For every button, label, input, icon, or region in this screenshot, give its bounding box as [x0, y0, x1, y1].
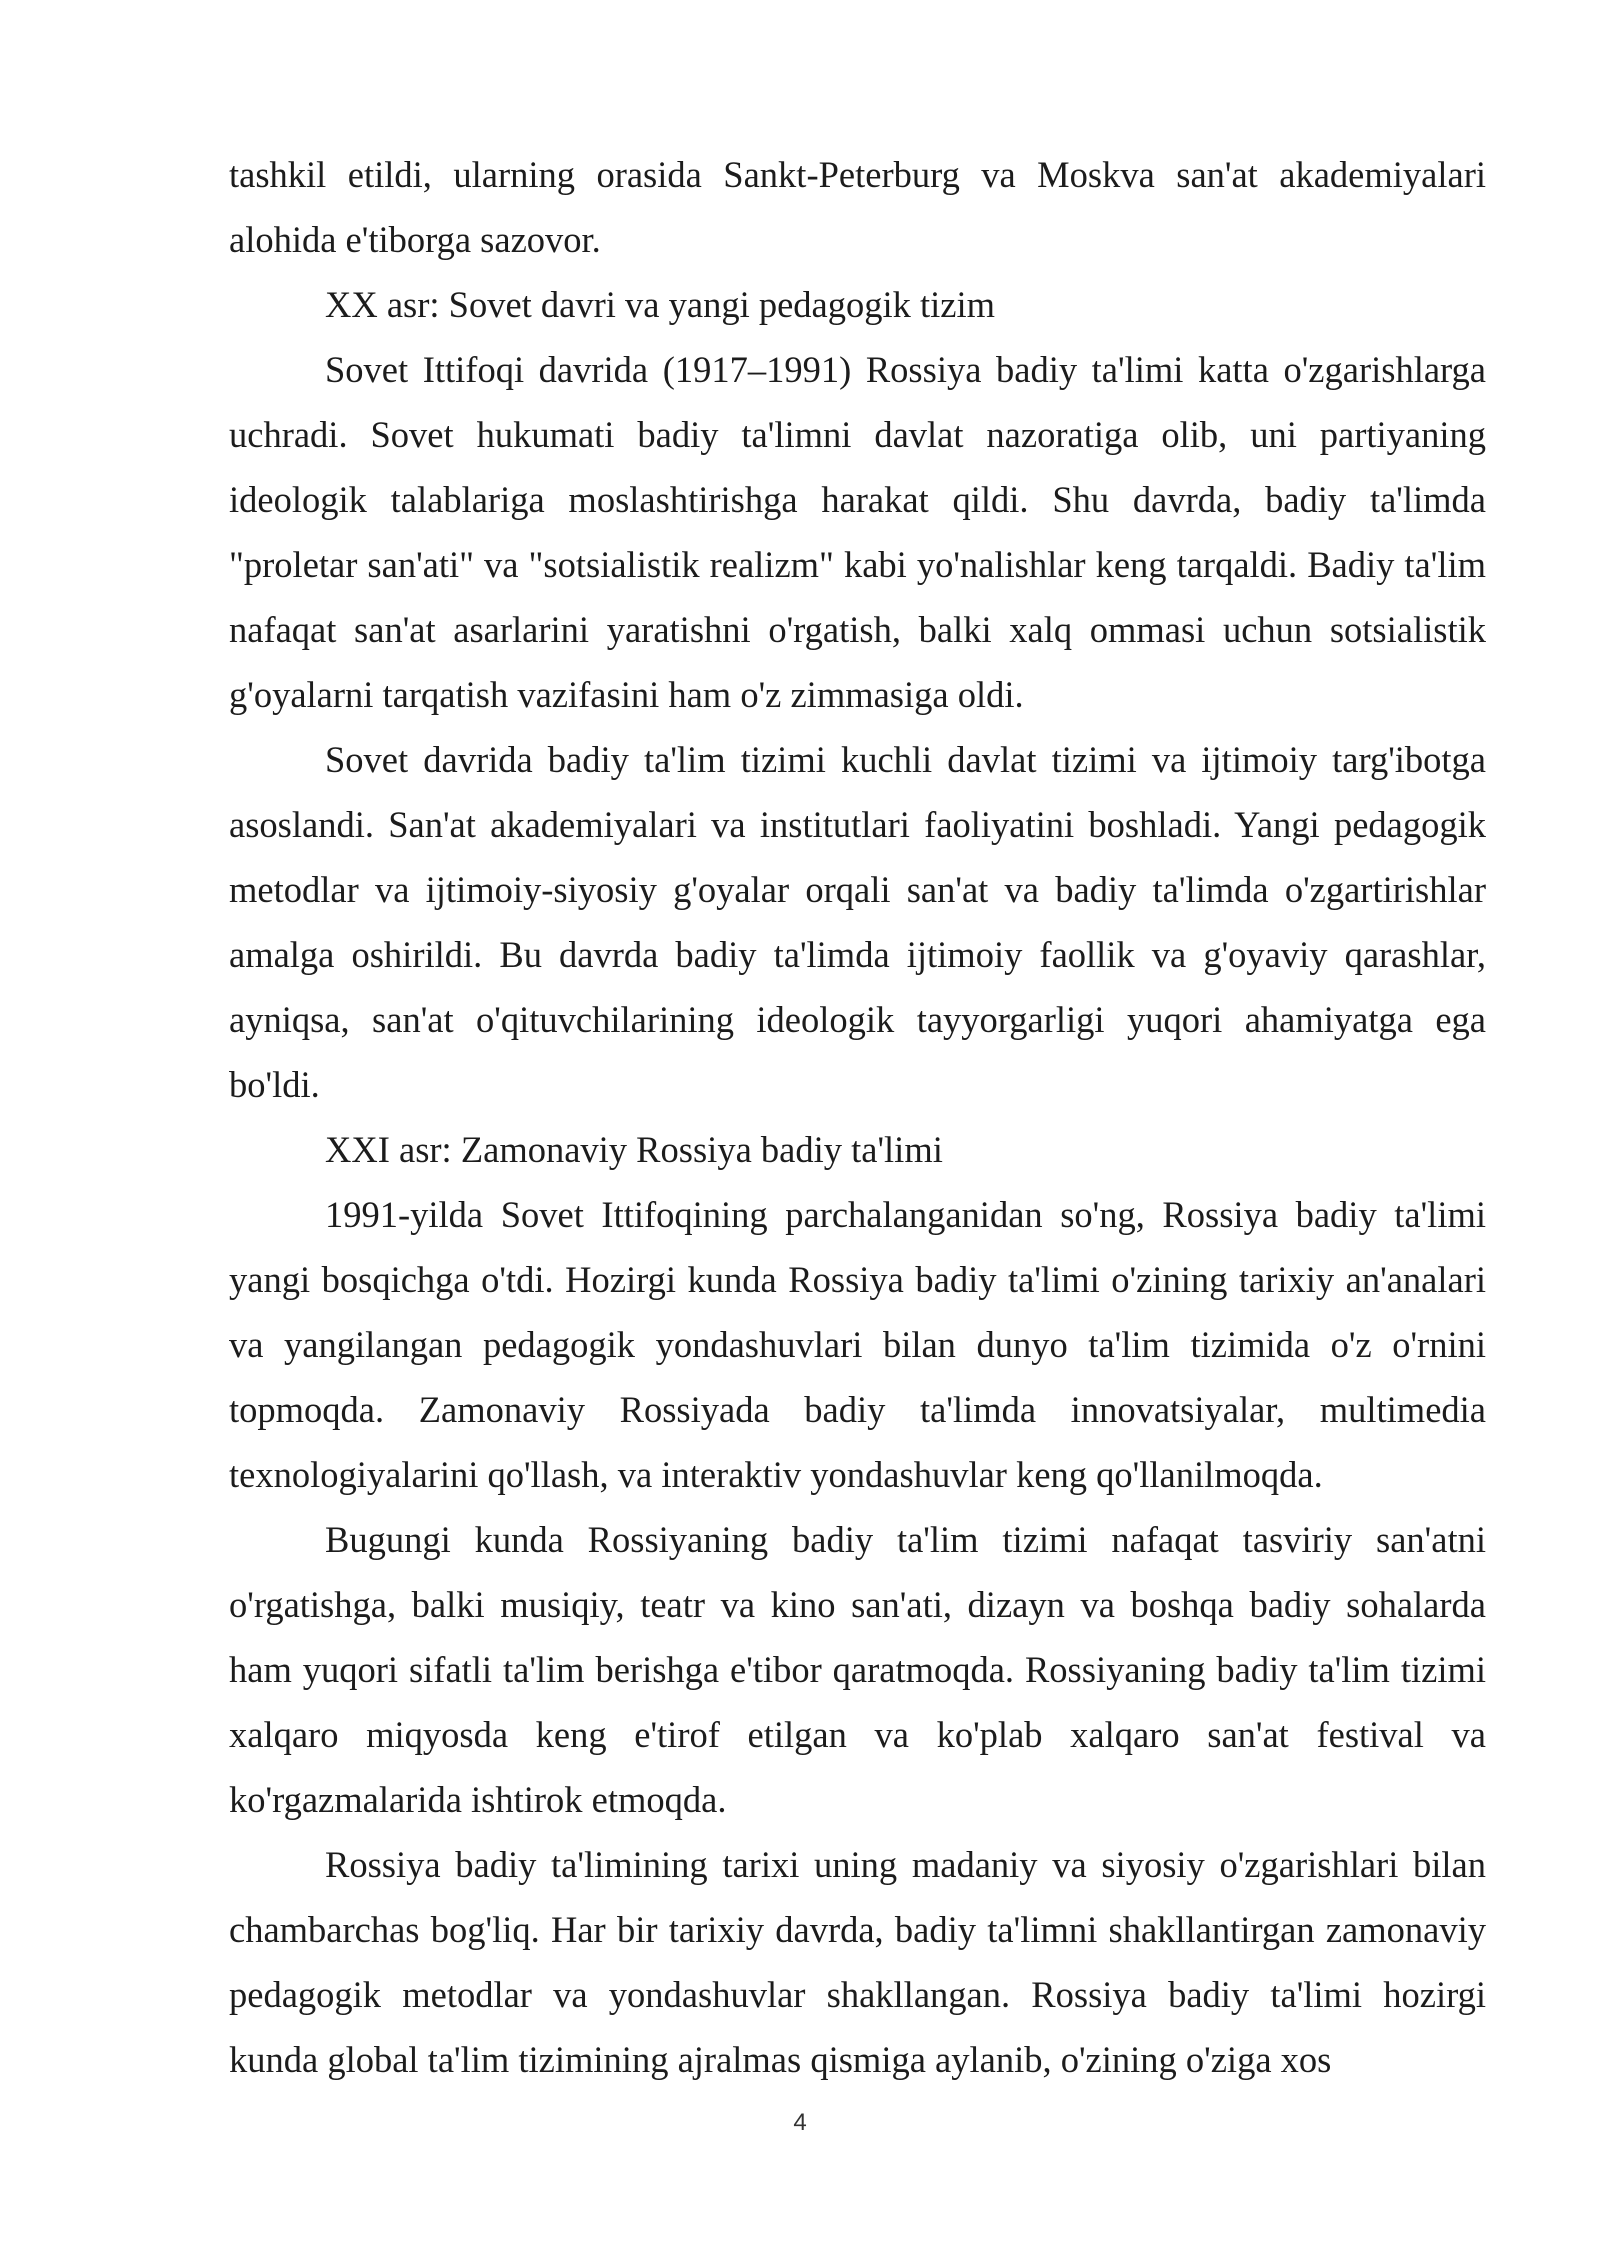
page-number: 4 — [793, 2109, 807, 2136]
paragraph-modern-russia: 1991-yilda Sovet Ittifoqining parchalanganidan so'ng, Rossiya badiy ta'limi yangi bosqichga o'tdi. Hozirgi kunda Rossiya badiy ta'limi o'zining tarixiy an'analari va yangilangan pedagogik yondashuvlari bilan dunyo ta'lim tizimida o'z o'rnini topmoqda. Zamonaviy Rossiyada badiy ta'limda innovatsiyalar, multimedia texnologiyalarini qo'llash, va interaktiv yondashuvlar keng qo'llanilmoqda. — [229, 1194, 1486, 1495]
paragraph-history-summary: Rossiya badiy ta'limining tarixi uning madaniy va siyosiy o'zgarishlari bilan chambarchas bog'liq. Har bir tarixiy davrda, badiy ta'limni shakllantirgan zamonaviy pedagogik metodlar va yondashuvlar shakllangan. Rossiya badiy ta'limi hozirgi kunda global ta'lim tizimining ajralmas qismiga aylanib, o'zining o'ziga xos — [229, 1844, 1486, 2080]
section-heading-xx-century: XX asr: Sovet davri va yangi pedagogik tizim — [325, 284, 996, 325]
paragraph-today: Bugungi kunda Rossiyaning badiy ta'lim tizimi nafaqat tasviriy san'atni o'rgatishga, balki musiqiy, teatr va kino san'ati, dizayn va boshqa badiy sohalarda ham yuqori sifatli ta'lim berishga e'tibor qaratmoqda. Rossiyaning badiy ta'lim tizimi xalqaro miqyosda keng e'tirof etilgan va ko'plab xalqaro san'at festival va ko'rgazmalarida ishtirok etmoqda. — [229, 1519, 1486, 1820]
paragraph-soviet-period: Sovet Ittifoqi davrida (1917–1991) Rossiya badiy ta'limi katta o'zgarishlarga uchradi. Sovet hukumati badiy ta'limni davlat nazoratiga olib, uni partiyaning ideologik talablariga moslashtirishga harakat qildi. Shu davrda, badiy ta'limda "proletar san'ati" va "sotsialistik realizm" kabi yo'nalishlar keng tarqaldi. Badiy ta'lim nafaqat san'at asarlarini yaratishni o'rgatish, balki xalq ommasi uchun sotsialistik g'oyalarni tarqatish vazifasini ham o'z zimmasiga oldi. — [229, 349, 1486, 715]
paragraph-continuation: tashkil etildi, ularning orasida Sankt-Peterburg va Moskva san'at akademiyalari alohida e'tiborga sazovor. — [229, 154, 1486, 260]
paragraph-soviet-system: Sovet davrida badiy ta'lim tizimi kuchli davlat tizimi va ijtimoiy targ'ibotga asoslandi. San'at akademiyalari va institutlari faoliyatini boshladi. Yangi pedagogik metodlar va ijtimoiy-siyosiy g'oyalar orqali san'at va badiy ta'limda o'zgartirishlar amalga oshirildi. Bu davrda badiy ta'limda ijtimoiy faollik va g'oyaviy qarashlar, ayniqsa, san'at o'qituvchilarining ideologik tayyorgarligi yuqori ahamiyatga ega bo'ldi. — [229, 739, 1486, 1105]
section-heading-xxi-century: XXI asr: Zamonaviy Rossiya badiy ta'limi — [325, 1129, 943, 1170]
body-text — [229, 142, 1486, 2092]
